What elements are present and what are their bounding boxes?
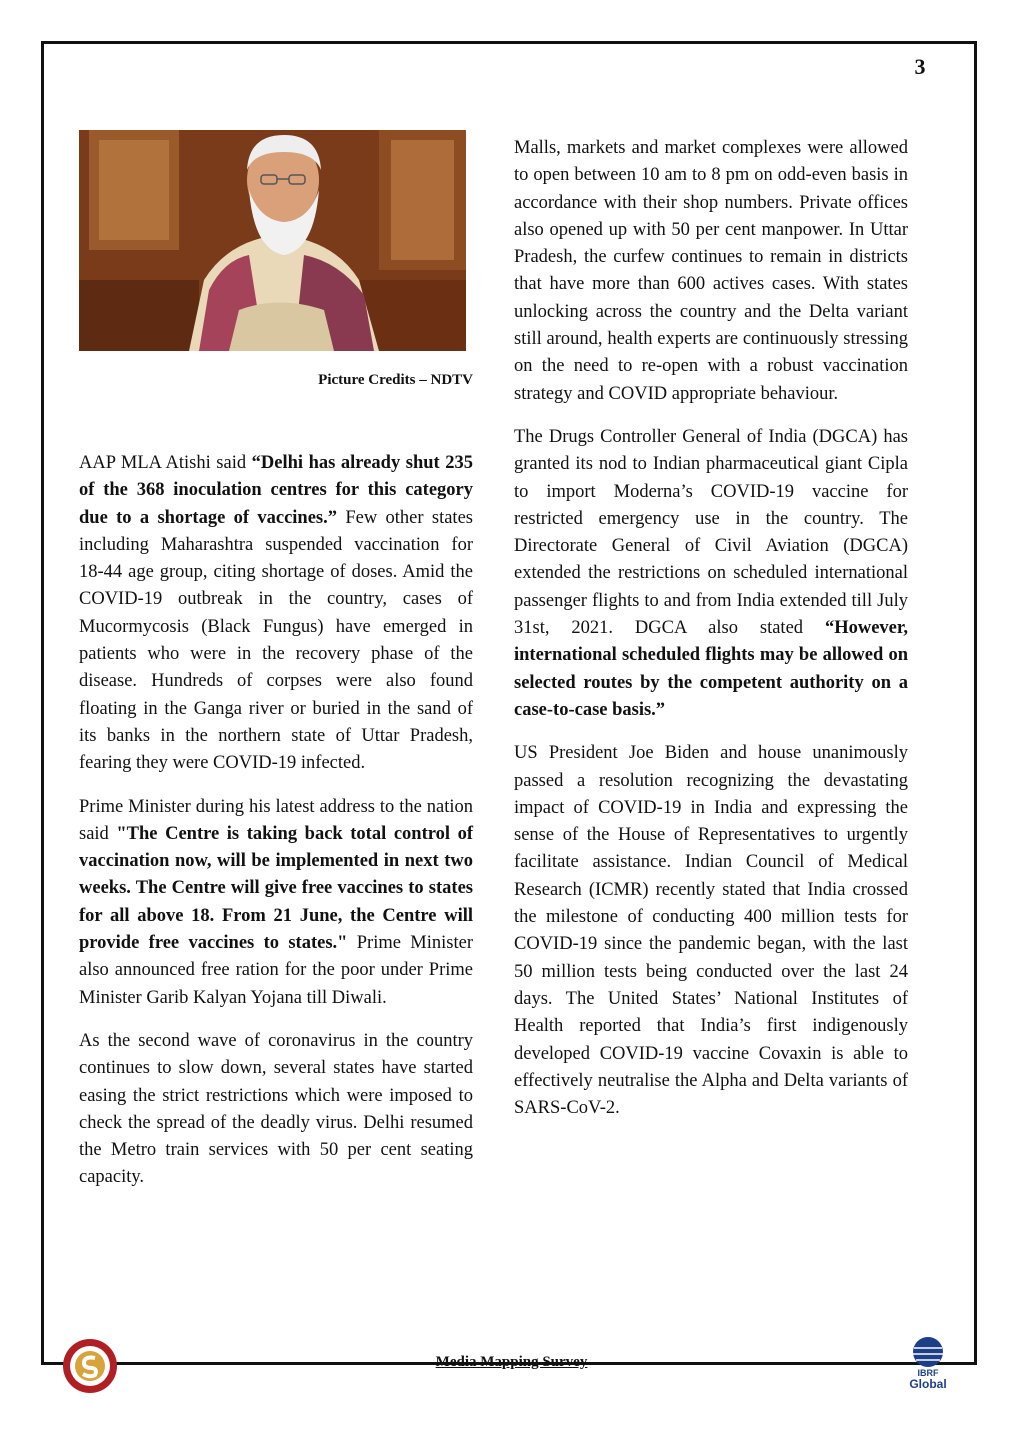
svg-text:IBRF: IBRF [917,1368,939,1378]
paragraph [514,135,908,408]
text-run: Few other states including Maharashtra suspended vaccination for 18-44 age group, citing shortage of doses. Amid the COVID-19 outbreak in the country, cases of Mucormycosis (Black Fungus) have emerged in patients who were in the recovery phase of the disease. Hundreds of corpses were also found floating in the Ganga river or buried in the sand of its banks in the northern state of Uttar Pradesh, fearing they were COVID-19 infected. [79,507,473,774]
ibrf-global-logo [898,1334,958,1392]
left-column [79,450,473,1208]
paragraph [514,740,908,1122]
quote-text: “However, international scheduled flights may be allowed on selected routes by the competent authority on a case-to-case basis.” [514,618,908,720]
quote-text: “Delhi has already shut 235 of the 368 inoculation centres for this category due to a shortage of vaccines.” [79,453,473,528]
page-number: 3 [914,54,926,79]
footer-title: Media Mapping Survey [435,1354,588,1370]
right-column [514,135,908,1138]
text-run: Prime Minister also announced free ration for the poor under Prime Minister Garib Kalyan Yojana till Diwali. [79,933,474,1008]
paragraph [79,450,473,778]
svg-text:Global: Global [909,1377,947,1391]
ibrf-global-logo-icon [898,1334,958,1392]
news-photo [79,130,466,351]
text-run: US President Joe Biden and house unanimously passed a resolution recognizing the devastating impact of COVID-19 in India and expressing the sense of the House of Representatives to urgently facilitate assistance. Indian Council of Medical Research (ICMR) recently stated that India crossed the milestone of conducting 400 million tests for COVID-19 since the pandemic began, with the last 50 million tests being conducted over the last 24 days. The United States’ National Institutes of Health reported that India’s first indigenously developed COVID-19 vaccine Covaxin is able to effectively neutralise the Alpha and Delta variants of SARS-CoV-2. [514,743,908,1119]
text-run: As the second wave of coronavirus in the country continues to slow down, several states have started easing the strict restrictions which were imposed to check the spread of the deadly virus. Delhi resumed the Metro train services with 50 per cent seating capacity. [79,1030,473,1188]
text-run: Malls, markets and market complexes were allowed to open between 10 am to 8 pm on odd-even basis in accordance with their shop numbers. Private offices also opened up with 50 per cent manpower. In Uttar Pradesh, the curfew continues to remain in districts that have more than 600 actives cases. With states unlocking across the country and the Delta variant still around, health experts are continuously stressing on the need to re-open with a robust vaccination strategy and COVID appropriate behaviour. [514,138,908,404]
paragraph [514,424,908,724]
text-run: Prime Minister during his latest address to the nation said [79,796,473,844]
text-run: The Drugs Controller General of India (DGCA) has granted its nod to Indian pharmaceutical giant Cipla to import Moderna’s COVID-19 vaccine for restricted emergency use in the country. The Directorate General of Civil Aviation (DGCA) extended the restrictions on scheduled international passenger flights to and from India extended till July 31st, 2021. DGCA also stated [514,426,908,639]
quote-text: "The Centre is taking back total control of vaccination now, will be implemented in next two weeks. The Centre will give free vaccines to states for all above 18. From 21 June, the Centre will provide free vaccines to states." [79,823,473,954]
paragraph [79,1028,473,1192]
paragraph [79,794,473,1012]
picture-credit: Picture Credits – NDTV [318,372,473,388]
text-run: AAP MLA Atishi said [79,453,252,473]
portrait-image [79,130,466,351]
